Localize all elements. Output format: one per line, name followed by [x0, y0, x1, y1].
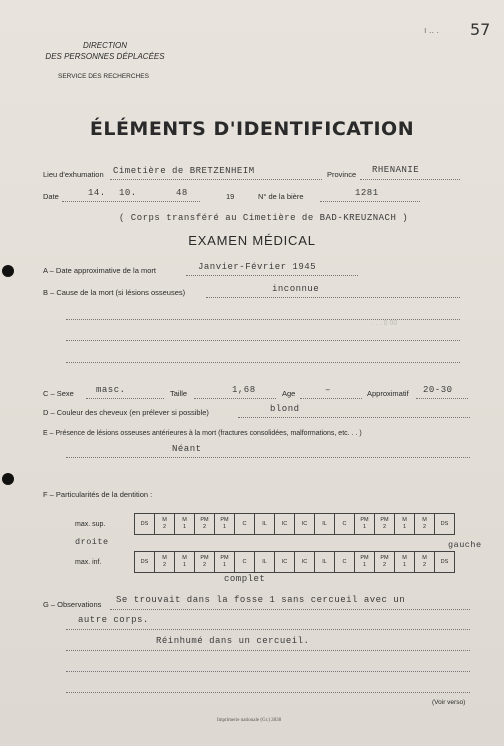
tooth-cell: IC [295, 514, 315, 535]
tooth-cell: IC [275, 552, 295, 573]
section-d-label: D – Couleur des cheveux (en prélever si possible) [43, 408, 209, 417]
tooth-cell: M 1 [175, 514, 195, 535]
tooth-cell: C [235, 514, 255, 535]
tooth-cell: M 1 [175, 552, 195, 573]
corner-mark: ı .. . [424, 25, 440, 35]
tooth-cell: C [235, 552, 255, 573]
date-day: 14. [88, 188, 106, 198]
tooth-cell: DS [435, 514, 455, 535]
tooth-cell: IC [295, 552, 315, 573]
date-century: 19 [226, 192, 235, 201]
tooth-cell: PM 2 [195, 514, 215, 535]
tooth-cell: DS [135, 514, 155, 535]
dentition-chart-lower [75, 551, 455, 573]
tooth-cell: PM 2 [375, 514, 395, 535]
tooth-cell: IL [315, 514, 335, 535]
observation-line-1: Se trouvait dans la fosse 1 sans cercueil avec un [116, 595, 406, 605]
page-number: 57 [470, 20, 491, 39]
sexe-value: masc. [96, 385, 126, 395]
lieu-label: Lieu d'exhumation [43, 170, 104, 179]
dentition-chart-upper [75, 513, 455, 535]
sexe-label: C – Sexe [43, 389, 74, 398]
max-sup-label: max. sup. [75, 520, 106, 528]
section-f-label: F – Particularités de la dentition : [43, 490, 153, 499]
tooth-cell: IL [315, 552, 335, 573]
section-g-label: G – Observations [43, 600, 102, 609]
biere-label: N° de la bière [258, 192, 304, 201]
tooth-cell: M 2 [415, 552, 435, 573]
tooth-cell: IC [275, 514, 295, 535]
org-line-2: DES PERSONNES DÉPLACÉES [45, 52, 165, 61]
lieu-value: Cimetière de BRETZENHEIM [113, 166, 255, 176]
province-value: RHENANIE [372, 165, 420, 175]
droite-label: droite [75, 537, 109, 547]
section-e-value: Néant [172, 444, 202, 454]
age-label: Age [282, 389, 296, 398]
section-e-label: E – Présence de lésions osseuses antérieures à la mort (fractures consolidées, malformations, etc. . . ) [43, 430, 362, 437]
tooth-cell: PM 2 [375, 552, 395, 573]
tooth-cell: M 2 [155, 552, 175, 573]
date-year: 48 [176, 188, 188, 198]
tooth-cell: PM 2 [195, 552, 215, 573]
section-a-value: Janvier-Février 1945 [198, 262, 317, 272]
date-label: Date [43, 192, 59, 201]
tooth-cell: PM 1 [215, 552, 235, 573]
approx-label: Approximatif [367, 389, 409, 398]
biere-value: 1281 [355, 188, 379, 198]
binder-hole [2, 473, 14, 485]
section-b-label: B – Cause de la mort (si lésions osseuses) [43, 288, 186, 297]
imprimerie-line: Imprimerie nationale (Gr.) 2838 [217, 718, 282, 723]
tooth-cell: M 1 [395, 552, 415, 573]
dentition-complet: complet [224, 574, 266, 584]
province-label: Province [327, 170, 357, 179]
examen-title: EXAMEN MÉDICAL [188, 233, 316, 248]
taille-value: 1,68 [232, 385, 256, 395]
binder-hole [2, 265, 14, 277]
date-month: 10. [119, 188, 137, 198]
tooth-cell: PM 1 [355, 514, 375, 535]
tooth-cell: PM 1 [355, 552, 375, 573]
page-title: ÉLÉMENTS D'IDENTIFICATION [89, 118, 415, 140]
tooth-cell: C [335, 514, 355, 535]
observation-line-2: autre corps. [78, 615, 149, 625]
tooth-cell: M 2 [415, 514, 435, 535]
faint-marks: . . . 0 00 [372, 320, 398, 327]
transfer-note: ( Corps transféré au Cimetière de BAD-KREUZNACH ) [119, 213, 409, 223]
tooth-cell: M 1 [395, 514, 415, 535]
section-b-value: inconnue [272, 284, 320, 294]
service-label: SERVICE DES RECHERCHES [58, 73, 149, 80]
tooth-cell: DS [135, 552, 155, 573]
voir-verso: (Voir verso) [432, 699, 466, 706]
section-a-label: A – Date approximative de la mort [43, 266, 156, 275]
tooth-cell: PM 1 [215, 514, 235, 535]
age-value: – [325, 385, 331, 395]
taille-label: Taille [170, 389, 188, 398]
tooth-cell: C [335, 552, 355, 573]
tooth-cell: DS [435, 552, 455, 573]
observation-line-3: Réinhumé dans un cercueil. [156, 636, 310, 646]
section-d-value: blond [270, 404, 300, 414]
max-inf-label: max. inf. [75, 558, 102, 566]
approx-value: 20-30 [423, 385, 453, 395]
tooth-cell: M 2 [155, 514, 175, 535]
org-line-1: DIRECTION [83, 41, 127, 50]
gauche-label: gauche [448, 540, 482, 550]
tooth-cell: IL [255, 514, 275, 535]
tooth-cell: IL [255, 552, 275, 573]
